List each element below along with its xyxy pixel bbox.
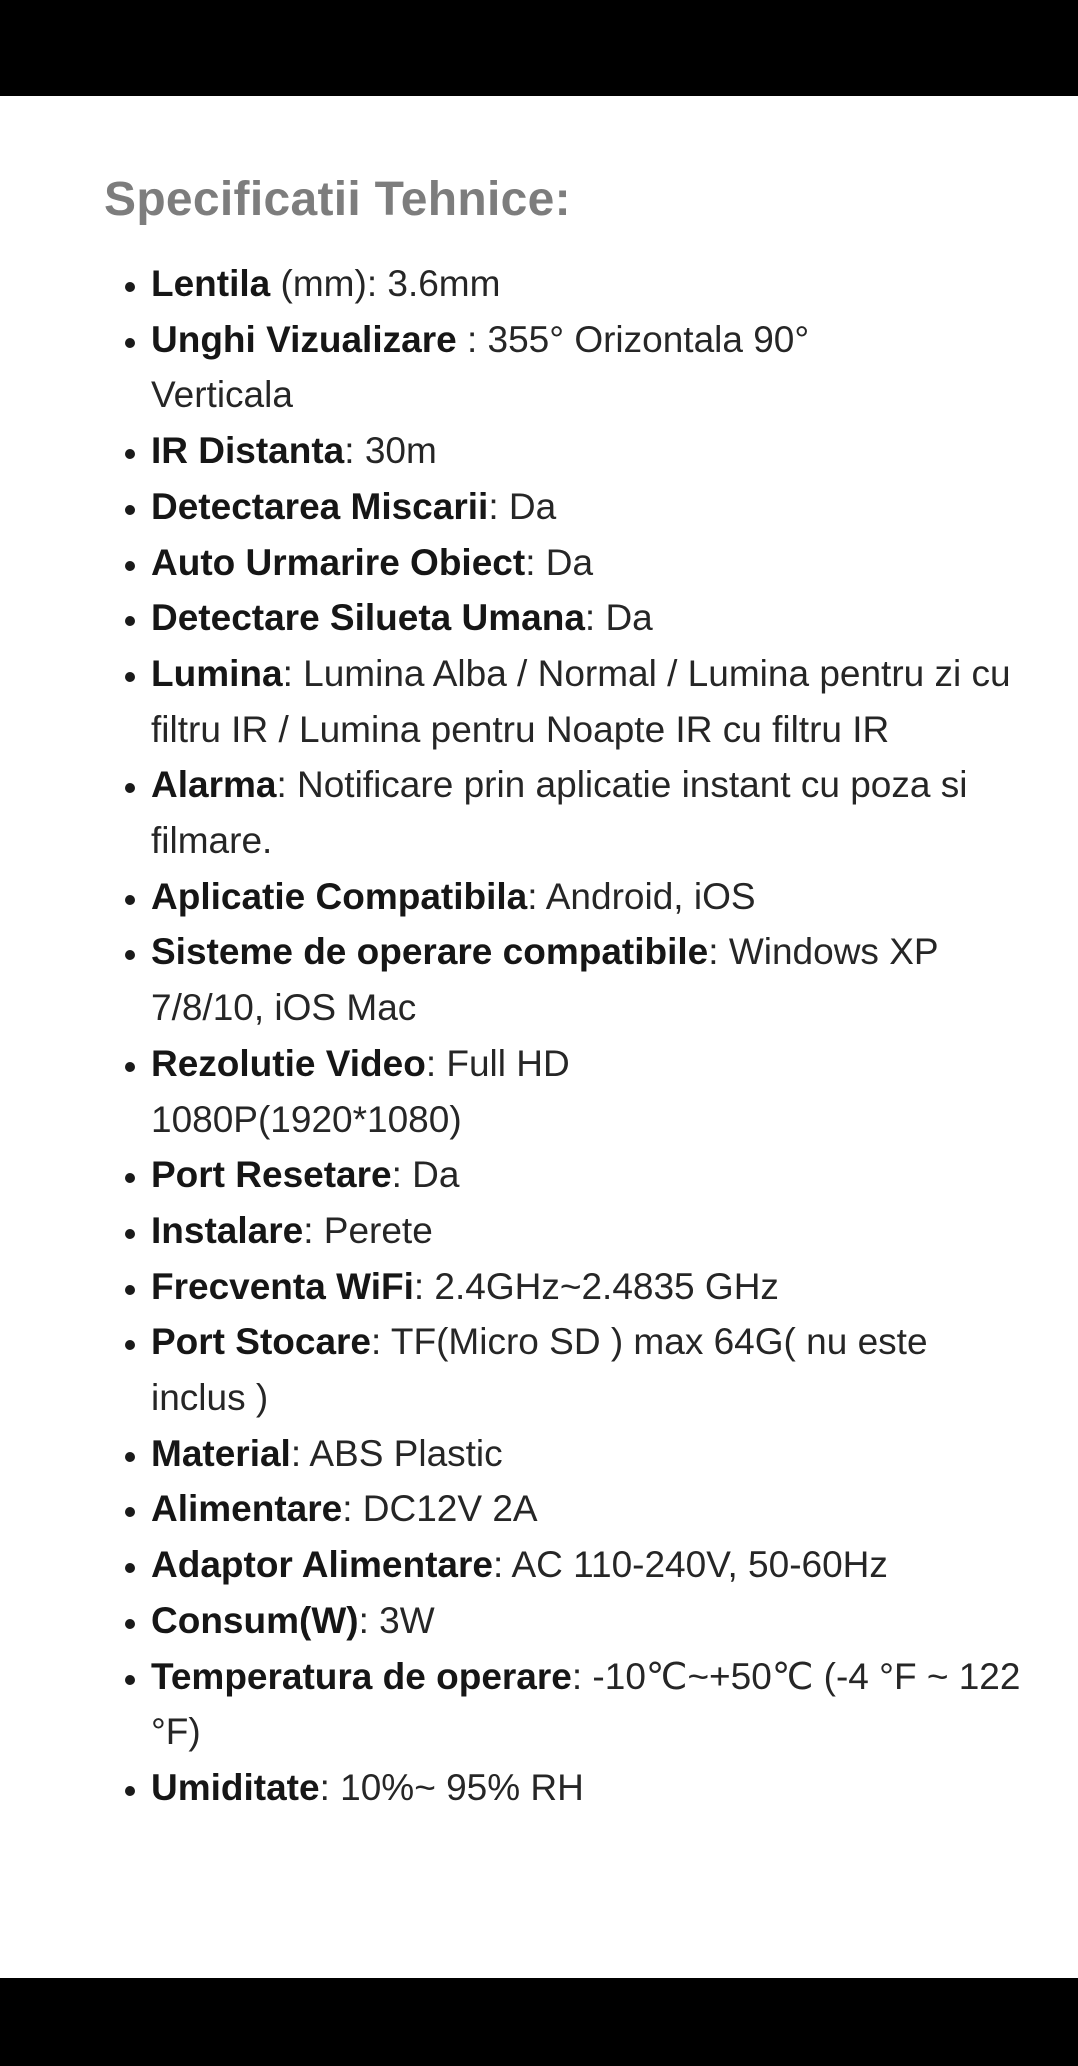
spec-item-lumina [151,646,1031,757]
spec-key: Instalare [151,1209,304,1251]
spec-key: Aplicatie Compatibila [151,875,528,917]
spec-item-material [151,1426,1031,1482]
spec-item-sisteme-operare [151,924,1031,1035]
spec-value: : TF(Micro SD ) max 64G( nu este inclus ) [151,1321,928,1419]
spec-key: Adaptor Alimentare [151,1544,493,1586]
spec-key: Lumina [151,652,283,694]
spec-value: : Android, iOS [527,875,756,917]
spec-value: : 30m [344,430,437,472]
spec-value: : Da [584,597,653,639]
spec-value: : Notificare prin aplicatie instant cu poza si filmare. [151,764,968,862]
spec-key: Port Stocare [151,1321,372,1363]
spec-item-temperatura-operare [151,1649,1031,1760]
spec-value: (mm): 3.6mm [270,263,501,304]
spec-value: : 355° Orizontala 90° Verticala [151,318,810,416]
spec-key: Consum(W) [151,1599,359,1641]
spec-key: Temperatura de operare [151,1655,572,1697]
spec-item-instalare [151,1203,1031,1259]
spec-key: Auto Urmarire Obiect [151,541,526,583]
spec-key: Rezolutie Video [151,1042,426,1084]
spec-value: : Da [391,1154,460,1196]
spec-item-port-stocare [151,1314,1031,1425]
spec-item-detectare-silueta [151,590,1031,646]
spec-key: Material [151,1432,291,1474]
spec-item-unghi-vizualizare [151,312,1031,423]
spec-value: : -10℃~+50℃ (-4 °F ~ 122 °F) [151,1655,1021,1753]
spec-value: : Lumina Alba / Normal / Lumina pentru zi cu filtru IR / Lumina pentru Noapte IR cu filtru IR [151,652,1011,750]
spec-item-detectarea-miscarii [151,479,1031,535]
spec-item-umiditate [151,1760,1031,1816]
spec-value: : Perete [303,1209,433,1251]
spec-item-aplicatie-compatibila [151,869,1031,925]
spec-value: : Da [488,485,557,527]
spec-key: Detectarea Miscarii [151,485,489,527]
spec-key: Sisteme de operare compatibile [151,931,709,973]
spec-value: : ABS Plastic [290,1432,503,1474]
spec-item-port-resetare [151,1147,1031,1203]
top-black-bar [0,0,1078,96]
spec-key: IR Distanta [151,430,345,472]
page-title: Specificatii Tehnice: [104,173,571,226]
spec-item-frecventa-wifi [151,1259,1031,1315]
bottom-black-bar [0,1978,1078,2066]
spec-key: Frecventa WiFi [151,1265,414,1307]
spec-key: Port Resetare [151,1154,392,1196]
spec-value: : Da [525,541,594,583]
spec-key: Umiditate [151,1766,320,1808]
spec-value: : AC 110-240V, 50-60Hz [492,1544,888,1586]
spec-item-auto-urmarire [151,535,1031,591]
spec-value: : 2.4GHz~2.4835 GHz [413,1265,779,1307]
spec-item-ir-distanta [151,423,1031,479]
spec-key: Alimentare [151,1488,343,1530]
spec-value: : 10%~ 95% RH [319,1766,584,1808]
spec-key: Alarma [151,764,277,806]
spec-item-alarma [151,757,1031,868]
spec-value: : DC12V 2A [342,1488,538,1530]
spec-value: : Windows XP 7/8/10, iOS Mac [151,931,938,1029]
spec-key: Detectare Silueta Umana [151,597,585,639]
spec-item-alimentare [151,1481,1031,1537]
spec-key: Lentila [151,263,271,304]
spec-item-consum [151,1593,1031,1649]
spec-item-rezolutie-video [151,1036,1031,1147]
spec-value: : 3W [358,1599,435,1641]
spec-list [116,256,1031,1816]
spec-item-adaptor-alimentare [151,1537,1031,1593]
document-page [0,96,1078,1978]
spec-value: : Full HD 1080P(1920*1080) [151,1042,570,1140]
spec-item-lentila [151,256,1031,312]
spec-key: Unghi Vizualizare [151,318,457,360]
